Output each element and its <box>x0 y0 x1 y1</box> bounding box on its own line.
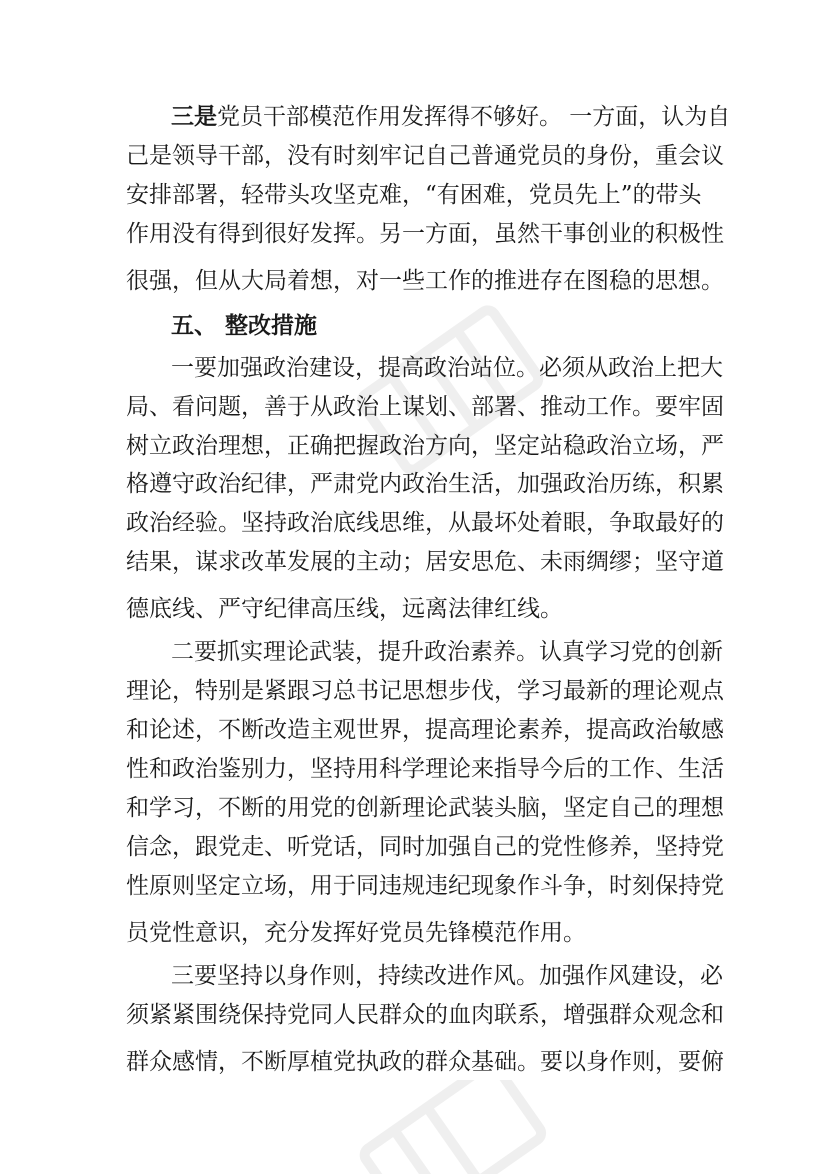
body-line: 信念，跟党走、听党话，同时加强自己的党性修养，坚持党 <box>126 834 724 860</box>
body-line: 德底线、严守纪律高压线，远离法律红线。 <box>126 596 563 622</box>
section-text: 党员干部模范作用发挥得不够好。 一方面，认为自 <box>217 104 731 130</box>
body-line: 安排部署，轻带头攻坚克难，“有困难，党员先上”的带头 <box>126 182 702 208</box>
body-line: 群众感情，不断厚植党执政的群众基础。要以身作则，要俯 <box>126 1049 724 1075</box>
body-line: 性原则坚定立场，用于同违规违纪现象作斗争，时刻保持党 <box>126 873 724 899</box>
body-line: 树立政治理想，正确把握政治方向，坚定站稳政治立场，严 <box>126 433 724 459</box>
body-line: 很强，但从大局着想，对一些工作的推进存在图稳的思想。 <box>126 268 724 294</box>
body-line: 三要坚持以身作则，持续改进作风。加强作风建设，必 <box>171 963 723 989</box>
section-heading <box>0 311 830 341</box>
body-line: 政治经验。坚持政治底线思维，从最坏处着眼，争取最好的 <box>126 510 724 536</box>
body-line: 二要抓实理论武装，提升政治素养。认真学习党的创新 <box>171 639 723 665</box>
body-line: 性和政治鉴别力，坚持用科学理论来指导今后的工作、生活 <box>126 756 724 782</box>
body-line: 格遵守政治纪律，严肃党内政治生活，加强政治历练，积累 <box>126 471 724 497</box>
body-line: 和论述，不断改造主观世界，提高理论素养，提高政治敏感 <box>126 717 724 743</box>
body-line: 己是领导干部，没有时刻牢记自己普通党员的身份，重会议 <box>126 143 724 169</box>
section-heading-text: 五、 整改措施 <box>171 312 318 339</box>
body-line: 结果，谋求改革发展的主动；居安思危、未雨绸缪；坚守道 <box>126 549 724 575</box>
body-line: 和学习，不断的用党的创新理论武装头脑，坚定自己的理想 <box>126 795 724 821</box>
body-line: 局、看问题，善于从政治上谋划、部署、推动工作。要牢固 <box>126 394 724 420</box>
body-line: 须紧紧围绕保持党同人民群众的血肉联系，增强群众观念和 <box>126 1002 724 1028</box>
body-line: 员党性意识，充分发挥好党员先锋模范作用。 <box>126 920 586 946</box>
body-line <box>0 102 830 132</box>
body-line: 理论，特别是紧跟习总书记思想步伐，学习最新的理论观点 <box>126 678 724 704</box>
section-lead: 三是 <box>171 103 217 130</box>
body-line: 一要加强政治建设，提高政治站位。必须从政治上把大 <box>171 355 723 381</box>
watermark-icon <box>330 1080 570 1174</box>
body-line: 作用没有得到很好发挥。另一方面，虽然干事创业的积极性 <box>126 221 724 247</box>
